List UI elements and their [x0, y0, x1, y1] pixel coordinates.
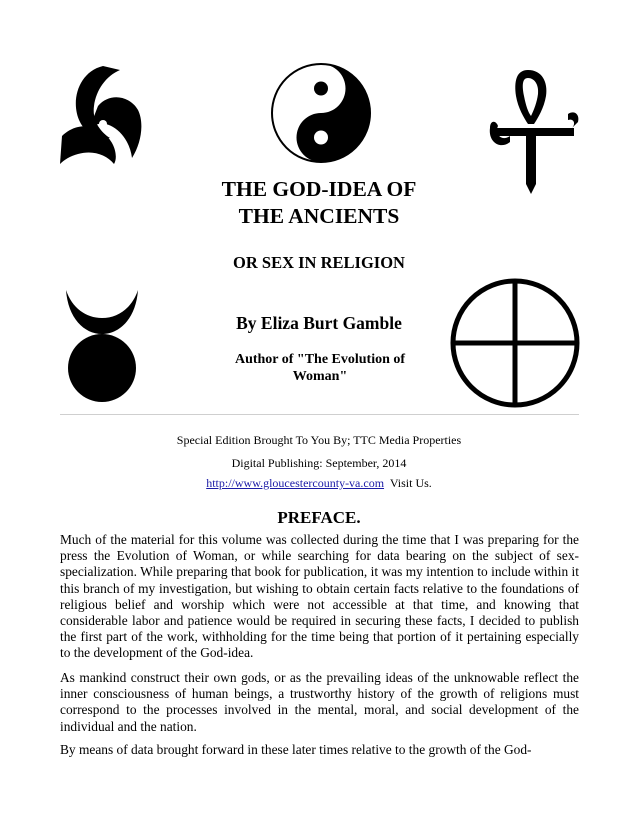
- triple-horn-icon: [58, 62, 144, 166]
- preface-paragraph-1: Much of the material for this volume was collected during the time that I was preparing for the press the Evolution of Woman, or while searching for data bearing on the subject of sex-specialization. While preparing that book for publication, it was my intention to include within it this branch of my investigation, but wishing to obtain certain facts relative to the foundations of religious belief and worship which were not accessible at that time, and knowing that considerable labor and patience would be required in securing these facts, I decided to publish the first part of the work, withholding for the time being that portion of it pertaining especially to the development of the God-idea.: [60, 532, 579, 661]
- subtitle: OR SEX IN RELIGION: [233, 253, 405, 272]
- sun-cross-icon: [448, 276, 582, 410]
- preface-paragraph-3: By means of data brought forward in these later times relative to the growth of the God-: [60, 742, 532, 757]
- crescent-circle-icon: [62, 288, 142, 408]
- preface-paragraph-2: As mankind construct their own gods, or as the prevailing ideas of the unknowable reflect the inner consciousness of human beings, a trustworthy history of the growth of religions must correspond to the processes involved in the mental, moral, and social development of the individual and the nation.: [60, 670, 579, 734]
- divider: [60, 414, 579, 415]
- visit-text: Visit Us.: [384, 476, 432, 490]
- author-note: Author of "The Evolution of Woman": [234, 352, 406, 384]
- ankh-symbol-icon: [488, 66, 580, 194]
- edition-line-2: Digital Publishing: September, 2014: [231, 456, 407, 470]
- title-line-2: THE ANCIENTS: [238, 204, 400, 228]
- title-line-1: THE GOD-IDEA OF: [221, 177, 417, 201]
- edition-line-3: [0, 475, 638, 491]
- byline: By Eliza Burt Gamble: [236, 313, 402, 333]
- yin-yang-icon: [270, 62, 372, 164]
- edition-line-1: Special Edition Brought To You By; TTC Media Properties: [176, 433, 462, 447]
- preface-heading: PREFACE.: [277, 508, 361, 527]
- website-link[interactable]: http://www.gloucestercounty-va.com: [206, 476, 385, 490]
